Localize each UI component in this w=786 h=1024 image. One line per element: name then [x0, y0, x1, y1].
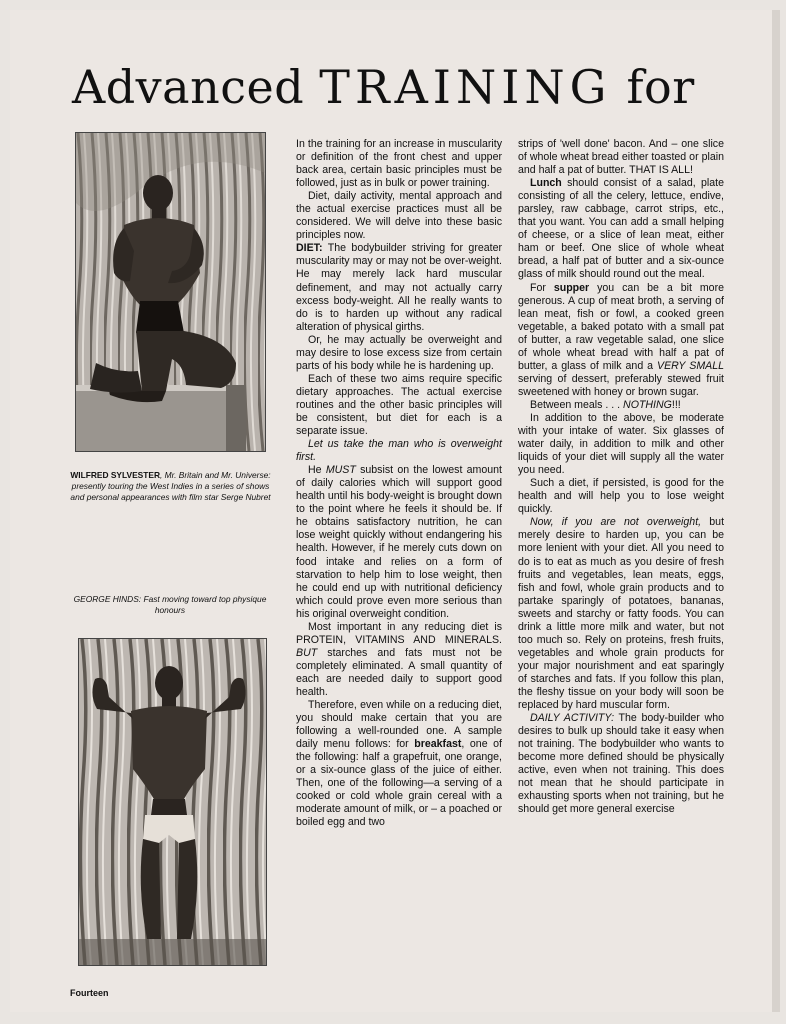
col2-paragraph-supper: For supper you can be a bit more generous. A cup of meat broth, a serving of lean meat, fish or fowl, a cooked green vegetable, a baked potato with a small pat of butter, a raw vegetable salad, one slice of whole wheat bread with half a pat of butter, a glass of milk and a VERY SMALL serving of dessert, preferably stewed fruit sweetened with honey or brown sugar.	[518, 281, 724, 398]
caption-sylvester-name: WILFRED SYLVESTER	[70, 470, 161, 480]
col1-paragraph-8: Most important in any reducing diet is PROTEIN, VITAMINS AND MINERALS. BUT starches and fats must not be completely eliminated. A small quantity of each are needed daily to support good health.	[296, 620, 502, 698]
col2-paragraph-6: Such a diet, if persisted, is good for the health and will help you to lose weight quickly.	[518, 477, 724, 516]
diet-heading: DIET:	[296, 242, 323, 255]
col2-paragraph-1: strips of 'well done' bacon. And – one slice of whole wheat bread either toasted or plain and half a pat of butter. THAT IS ALL!	[518, 138, 724, 177]
caption-hinds	[65, 594, 275, 616]
caption-sylvester-text: , Mr. Britain and Mr. Universe: presently touring the West Indies in a series of shows and personal appearances with film star Serge Nubret	[70, 470, 271, 502]
col2-paragraph-between-meals: Between meals . . . NOTHING!!!	[530, 398, 681, 411]
col2-paragraph-not-overweight: Now, if you are not overweight, but merely desire to harden up, you can be more lenient with your diet. All you need to do is to eat as much as you desire of fresh fruits and vegetables, lean meats, eggs, fish and fowl, whole grain products and to partake sparingly of potatoes, bananas, sweets and starchy or fatty foods. You can drink a little more milk and water, but not too much so. Rely on proteins, fresh fruits, vegetables and whole grain products for your major nourishment and eat sparingly of starches and fats. If you follow this plan, the fleshy tissue on your body will soon be replaced by hard muscular form.	[518, 516, 725, 712]
magazine-page	[10, 10, 772, 1012]
page-number: Fourteen	[70, 988, 109, 998]
col1-paragraph-7: He MUST subsist on the lowest amount of daily calories which will support good health until his body-weight is brought down to the point where he feels it should be. If he obtains satisfactory nutrition, he can lose weight quickly without endangering his health. However, if he merely cuts down on food intake and relies on a form of starvation to help him to lose weight, then he could end up with nutritional deficiency which could prove even more serious than his original overweight condition.	[296, 464, 502, 620]
col1-paragraph-9: Therefore, even while on a reducing diet, you should make certain that you are following a well-rounded one. A sample daily menu follows: for breakfast, one of the following: half a grapefruit, one orange, or a six-ounce glass of the juice of either. Then, one of the following—a serving of a cooked or cold whole grain cereal with a moderate amount of milk, or – a poached or boiled egg and two	[296, 699, 502, 829]
col2-paragraph-daily-activity: DAILY ACTIVITY: The body-builder who desires to bulk up should take it easy when not training. The bodybuilder who wants to become more defined should be physically active, even when not training. This does not mean that he should participate in exhausting sports when not training, but he should get more general exercise	[518, 712, 724, 816]
text-column-1	[296, 138, 502, 829]
col1-paragraph-1: In the training for an increase in muscularity or definition of the front chest and upper back area, certain basic principles must be followed, just as in bulk or power training.	[296, 138, 502, 190]
col1-paragraph-5: Each of these two aims require specific dietary approaches. The actual exercise routines and the other basic principles will be consistent, but diet for each is a separate issue.	[296, 372, 502, 438]
caption-hinds-text: : Fast moving toward top physique honours	[138, 594, 267, 615]
col1-paragraph-2: Diet, daily activity, mental approach and the actual exercise practices must all be considered. We will delve into these basic principles now.	[296, 190, 502, 242]
title-word-training: TRAINING	[319, 60, 612, 114]
title-word-for: for	[626, 60, 695, 114]
title-word-advanced: Advanced	[72, 60, 305, 114]
supper-heading: supper	[553, 281, 590, 294]
col1-paragraph-6: Let us take the man who is overweight first.	[296, 438, 502, 464]
text-column-2	[518, 138, 724, 816]
col2-paragraph-lunch: Lunch should consist of a salad, plate consisting of all the celery, lettuce, endive, parsley, raw cabbage, carrot strips, etc., that you want. You can add a small helping of cheese, or a slice of lean meat, either ham or beef. One slice of whole wheat bread, a half pat of butter and a six-ounce glass of milk should round out the meal.	[518, 177, 724, 281]
col2-paragraph-water: In addition to the above, be moderate with your intake of water. Six glasses of water daily, in addition to milk and other liquids of your diet will supply all the water you need.	[518, 411, 724, 477]
daily-activity-heading: DAILY ACTIVITY:	[530, 712, 615, 725]
caption-hinds-name: GEORGE HINDS	[73, 594, 139, 604]
lunch-heading: Lunch	[530, 177, 562, 190]
photo-george-hinds	[78, 638, 267, 966]
photo-wilfred-sylvester	[75, 132, 266, 452]
caption-sylvester	[68, 470, 273, 503]
article-title	[72, 60, 732, 114]
col1-paragraph-diet: DIET: The bodybuilder striving for greater muscularity may or may not be over-weight. He may merely lack hard muscular definement, and may not actually carry excess body-weight. All he really wants to do is to harden up without any radical alteration of physical girths.	[296, 242, 502, 333]
col1-paragraph-4: Or, he may actually be overweight and may desire to lose excess size from certain parts of his body while he is hardening up.	[296, 333, 502, 372]
